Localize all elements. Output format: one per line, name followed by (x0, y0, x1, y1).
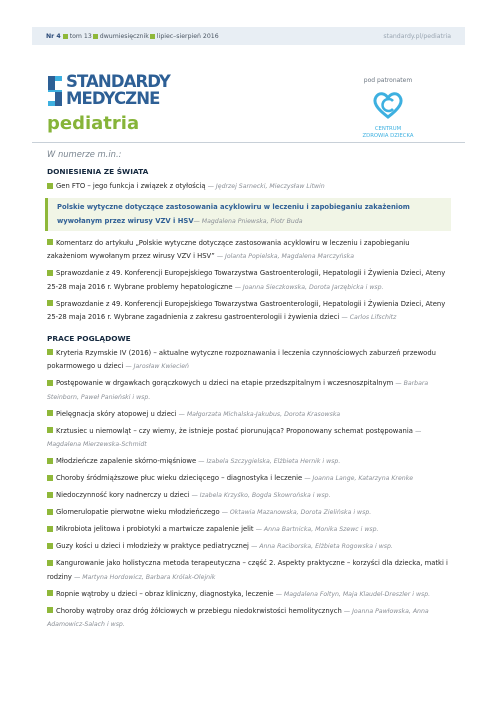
toc-item[interactable]: Kryteria Rzymskie IV (2016) – aktualne wytyczne rozpoznawania i leczenia czynnościowych zaburzeń przewodu pokarmowego u dzieci — Jarosław Kwiecień (47, 348, 436, 370)
bullet-icon (47, 239, 53, 245)
toc-item[interactable]: Młodzieńcze zapalenie skórno-mięśniowe — Izabela Szczygielska, Elżbieta Hernik i wsp. (47, 455, 451, 469)
green-square-icon (93, 34, 98, 39)
toc-item[interactable]: Guzy kości u dzieci i młodzieży w praktyce pediatrycznej — Anna Raciborska, Elżbieta Rogowska i wsp. (47, 540, 451, 554)
website-link[interactable]: standardy.pl/pediatria (383, 32, 451, 40)
green-square-icon (150, 34, 155, 39)
bullet-icon (47, 270, 53, 276)
bullet-icon (47, 475, 53, 481)
green-square-icon (63, 34, 68, 39)
toc-item[interactable]: Choroby śródmiąższowe płuc wieku dziecięcego – diagnostyka i leczenie — Joanna Lange, Katarzyna Krenke (47, 472, 451, 486)
bullet-icon (47, 607, 53, 613)
top-bar (32, 27, 465, 45)
logo-line1: STANDARDY (66, 72, 170, 91)
frequency: dwumiesięcznik (99, 32, 149, 40)
patronage-label: pod patronatem (363, 77, 413, 84)
journal-logo (47, 73, 227, 111)
period: lipiec–sierpień 2016 (156, 32, 219, 40)
toc-item[interactable]: Komentarz do artykułu „Polskie wytyczne dotyczące zastosowania acyklowiru w leczeniu i zapobieganiu zakażeniom wywołanym przez wirusy VZV i HSV” — Jolanta Popielska, Magdalena Marczyńska (47, 238, 410, 260)
patronage-org: CENTRUM ZDROWIA DZIECKA (362, 126, 414, 139)
heart-logo-icon (372, 91, 404, 119)
issue-number: Nr 4 (46, 32, 61, 40)
section-title: DONIESIENIA ZE ŚWIATA (47, 167, 149, 176)
toc-item[interactable]: Choroby wątroby oraz dróg żółciowych w przebiegu niedokrwistości hemolitycznych — Joanna Pawłowska, Anna Adamowicz-Salach i wsp. (47, 606, 429, 628)
bullet-icon (47, 427, 53, 433)
toc-item[interactable]: Ropnie wątroby u dzieci – obraz kliniczny, diagnostyka, leczenie — Magdalena Foltyn, Maja Klaudel-Dreszler i wsp. (47, 588, 451, 602)
toc-item[interactable]: Niedoczynność kory nadnerczy u dzieci — Izabela Krzyśko, Bogda Skowrońska i wsp. (47, 489, 451, 503)
toc-item[interactable]: Krztusiec u niemowląt – czy wiemy, że istnieje postać piorunująca? Proponowany schemat postępowania — Magdalena Mierzewska-Schmidt (47, 426, 422, 448)
bullet-icon (47, 300, 53, 306)
toc-item[interactable]: Sprawozdanie z 49. Konferencji Europejskiego Towarzystwa Gastroenterologii, Hepatologii i Żywienia Dzieci, Ateny 25-28 maja 2016 r. Wybrane zagadnienia z zakresu gastroenterologii i żywienia dzieci — Carlos Lifschitz (47, 299, 446, 321)
intro-text: W numerze m.in.: (47, 149, 122, 159)
bullet-icon (47, 410, 53, 416)
journal-subtitle: pediatria (47, 113, 140, 134)
bullet-icon (47, 543, 53, 549)
toc-item[interactable]: Pielęgnacja skóry atopowej u dzieci — Małgorzata Michalska-Jakubus, Dorota Krasowska (47, 408, 451, 422)
bullet-icon (47, 509, 53, 515)
toc-item[interactable]: Postępowanie w drgawkach gorączkowych u dzieci na etapie przedszpitalnym i wczesnoszpitalnym — Barbara Steinborn, Paweł Panieński i wsp. (47, 379, 429, 401)
section-title: PRACE POGLĄDOWE (47, 333, 131, 343)
logo-s-icon (47, 75, 63, 107)
bullet-icon (47, 380, 53, 386)
volume: tom 13 (69, 32, 92, 40)
bullet-icon (47, 590, 53, 596)
bullet-icon (47, 183, 53, 189)
bullet-icon (47, 458, 53, 464)
bullet-icon (47, 492, 53, 498)
bullet-icon (47, 526, 53, 532)
logo-line2: MEDYCZNE (66, 89, 160, 108)
toc-item[interactable]: Gen FTO – jego funkcja i związek z otyłością — Jędrzej Sarnecki, Mieczysław Litwin (47, 180, 451, 194)
toc-item[interactable]: Sprawozdanie z 49. Konferencji Europejskiego Towarzystwa Gastroenterologii, Hepatologii i Żywienia Dzieci, Ateny 25-28 maja 2016 r. Wybrane problemy hepatologiczne — Joanna Sieczkowska, Dorota Jarzębicka i wsp. (47, 269, 446, 291)
toc-content (47, 149, 451, 635)
toc-item[interactable]: Mikrobiota jelitowa i probiotyki a martwicze zapalenie jelit — Anna Bartnicka, Monika Szewc i wsp. (47, 523, 451, 537)
highlighted-article[interactable]: Polskie wytyczne dotyczące zastosowania acyklowiru w leczeniu i zapobieganiu zakażeniom wywołanym przez wirusy VZV i HSV— Magdalena Pniewska, Piotr Buda (45, 198, 451, 231)
toc-item[interactable]: Kangurowanie jako holistyczna metoda terapeutyczna – część 2. Aspekty praktyczne – korzyści dla dziecka, matki i rodziny — Martyna Hordowicz, Barbara Królak-Olejnik (47, 559, 448, 581)
bullet-icon (47, 349, 53, 355)
patronage-block (353, 77, 423, 140)
header-divider (32, 142, 465, 143)
bullet-icon (47, 560, 53, 566)
toc-item[interactable]: Glomerulopatie pierwotne wieku młodzieńczego — Oktawia Mazanowska, Dorota Zielińska i wsp. (47, 506, 451, 520)
